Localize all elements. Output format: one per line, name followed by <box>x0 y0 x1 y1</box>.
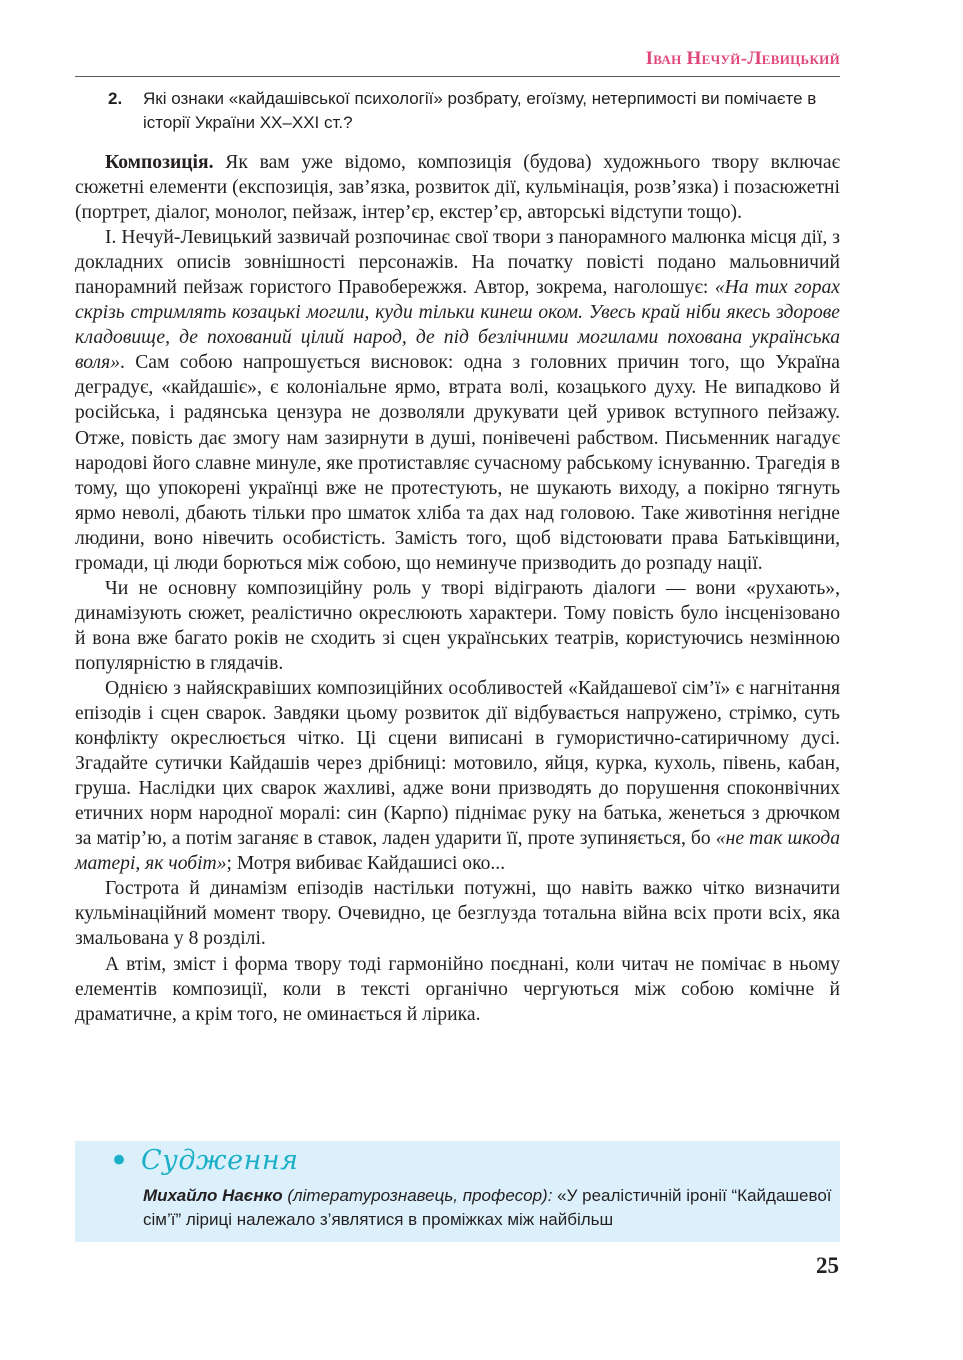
paragraph-text: . Сам собою напрошується висновок: одна з головних причин того, що Україна деградує, «кайдашіє», є колоніальне ярмо, втрата волі, козацького духу. Не випадково й російська, і радянська цензура не дозволяли друкувати цей уривок вступного пейзажу. Отже, повість дає змогу нам зазирнути в душі, понівечені рабством. Письменник нагадує народові його славне минуле, яке протиставляє сучасному рабському існуванню. Трагедія в тому, що упокорені українці вже не протестують, не шукають виходу, а покірно тягнуть ярмо неволі, дбають тільки про шматок хліба та дах над головою. Таке животіння негідне людини, воно нівечить особистість. Замість того, щоб відстоювати права Батьківщини, громади, ці люди борються між собою, що неминуче призводить до розпаду нації. <box>75 352 840 574</box>
header-divider <box>75 76 840 77</box>
question-text: Які ознаки «кайдашівської психології» розбрату, егоїзму, нетерпимості ви помічаєте в історії України XX–XXI ст.? <box>143 89 817 132</box>
opinion-text: «У реалістичній іронії “Кайдашевої сім’ї” ліриці належало з’являтися в проміжках між найбільш <box>143 1186 832 1229</box>
opinion-box <box>75 1141 840 1242</box>
paragraph-text: А втім, зміст і форма твору тоді гармонійно поєднані, коли читач не помічає в ньому елементів композиції, коли в тексті органічно чергуються між собою комічне й драматичне, а крім того, не оминається й лірика. <box>75 953 840 1025</box>
paragraph-landscape <box>75 225 840 576</box>
paragraph-text: Як вам уже відомо, композиція (будова) художнього твору включає сюжетні елементи (експозиція, зав’язка, розвиток дії, кульмінація, розв’язка) і позасюжетні (портрет, діалог, монолог, пейзаж, інтер’єр, екстер’єр, авторські відступи тощо). <box>75 152 840 224</box>
paragraph-composition <box>75 150 840 225</box>
running-header-title: Іван Нечуй-Левицький <box>645 48 840 69</box>
page-number: 25 <box>816 1253 839 1278</box>
paragraph-quarrels <box>75 676 840 876</box>
paragraph-climax <box>75 876 840 951</box>
paragraph-text: І. Нечуй-Левицький зазвичай розпочинає свої твори з панорамного малюнка місця дії, з докладних описів зовнішності персонажів. На початку повісті подано мальовничий панорамний пейзаж гористого Правобережжя. Автор, зокрема, наголошує: <box>75 227 840 299</box>
quotation: «На тих горах скрізь стримлять козацькі могили, куди тільки кинеш оком. Увесь край ніби якесь здорове кладовище, де похований цілий народ, де під безлічними могилами похована українська воля» <box>75 277 840 374</box>
paragraph-text: Однією з найяскравіших композиційних особливостей «Кайдашевої сім’ї» є нагнітання епізодів і сцен сварок. Завдяки цьому розвиток дії відбувається напружено, стрімко, суть конфлікту окреслюється чітко. Ці сцени виписані в гумористично-сатиричному дусі. Згадайте сутички Кайдашів через дрібниці: мотовило, яйця, курка, кухоль, півень, кабан, груша. Наслідки цих сварок жахливі, адже вони призводять до порушення споконвічних етичних норм народної моралі: син (Карпо) піднімає руку на батька, женеться з дрючком за матір’ю, а потім заганяє в ставок, ладен ударити її, проте зупиняється, бо <box>75 677 840 850</box>
review-question <box>108 87 843 134</box>
opinion-quote <box>143 1184 833 1231</box>
question-number: 2. <box>108 89 123 108</box>
paragraph-text: ; Мотря вибиває Кайдашисі око... <box>226 853 506 875</box>
paragraph-dialogues <box>75 576 840 676</box>
bullet-dot-icon: • <box>109 1141 130 1181</box>
quotation: «не так шкода матері, як чобіт» <box>75 828 840 875</box>
opinion-heading: Судження <box>141 1145 299 1176</box>
opinion-author: Михайло Наєнко <box>143 1186 283 1205</box>
paragraph-text: Гострота й динамізм епізодів настільки потужні, що навіть важко чітко визначити кульмінаційний момент твору. Очевидно, це безглузда тотальна війна всіх проти всіх, яка змальована у 8 розділі. <box>75 878 840 950</box>
paragraph-harmony <box>75 952 840 1027</box>
opinion-author-role: (літературознавець, професор): <box>282 1186 553 1205</box>
main-text <box>75 150 840 1027</box>
paragraph-text: Чи не основну композиційну роль у творі відіграють діалоги — вони «рухають», динамізують сюжет, реалістично окреслюють характери. Тому повість було інсценізовано й вона вже багато років не сходить зі сцен українських театрів, користуючись незмінною популярністю в глядачів. <box>75 577 840 674</box>
section-lead-term: Композиція. <box>105 152 214 173</box>
